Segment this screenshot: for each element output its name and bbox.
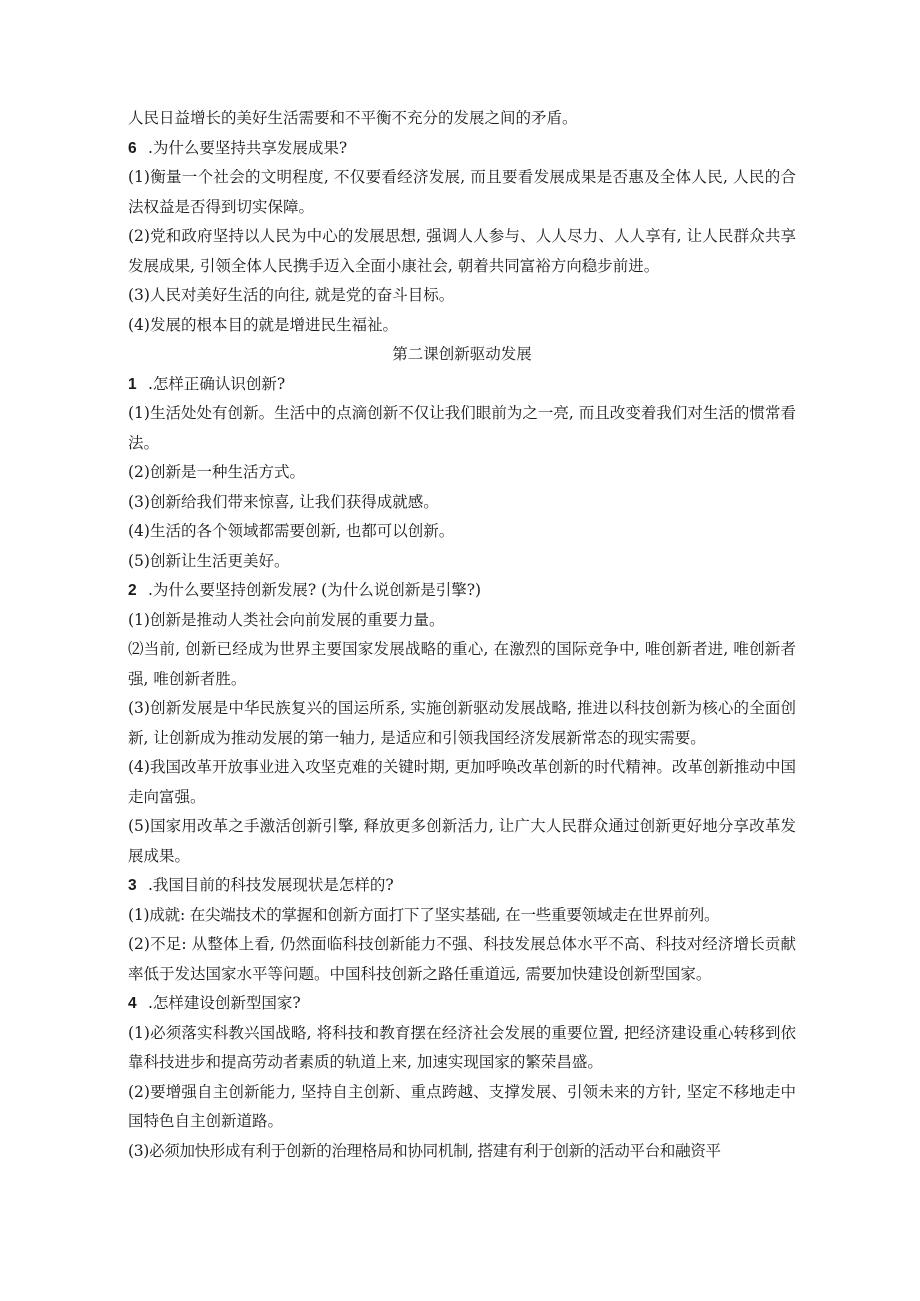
question-number: 6 [128, 139, 137, 157]
paragraph: 人民日益增长的美好生活需要和不平衡不充分的发展之间的矛盾。 [128, 109, 578, 127]
paragraph: (4)生活的各个领域都需要创新, 也都可以创新。 [128, 522, 455, 540]
question-number: 1 [128, 375, 137, 393]
question-number: 3 [128, 877, 137, 894]
paragraph: (2)创新是一种生活方式。 [128, 463, 305, 481]
question-heading [128, 576, 796, 606]
question-heading [128, 370, 796, 400]
paragraph: (5)国家用改革之手激活创新引擎, 释放更多创新活力, 让广大人民群众通过创新更好地分享改革发展成果。 [128, 817, 796, 865]
paragraph: (4)我国改革开放事业进入攻坚克难的关键时期, 更加呼唤改革创新的时代精神。改革创新推动中国走向富强。 [128, 758, 796, 806]
paragraph: ⑵当前, 创新已经成为世界主要国家发展战略的重心, 在激烈的国际竞争中, 唯创新者进, 唯创新者强, 唯创新者胜。 [128, 640, 796, 688]
paragraph: (2)不足: 从整体上看, 仍然面临科技创新能力不强、科技发展总体水平不高、科技对经济增长贡献率低于发达国家水平等问题。中国科技创新之路任重道远, 需要加快建设创新型国家。 [128, 935, 796, 983]
question-number: 4 [128, 995, 137, 1012]
paragraph: (1)成就: 在尖端技术的掌握和创新方面打下了坚实基础, 在一些重要领域走在世界前列。 [128, 905, 720, 924]
paragraph: (1)生活处处有创新。生活中的点滴创新不仅让我们眼前为之一亮, 而且改变着我们对生活的惯常看法。 [128, 404, 796, 452]
question-heading [128, 871, 796, 901]
question-heading [128, 989, 796, 1019]
paragraph: (1)必须落实科教兴国战略, 将科技和教育摆在经济社会发展的重要位置, 把经济建设重心转移到依靠科技进步和提高劳动者素质的轨道上来, 加速实现国家的繁荣昌盛。 [128, 1023, 796, 1071]
paragraph: (2)要增强自主创新能力, 坚持自主创新、重点跨越、支撑发展、引领未来的方针, 坚定不移地走中国特色自主创新道路。 [128, 1082, 796, 1130]
paragraph: (3)创新给我们带来惊喜, 让我们获得成就感。 [128, 492, 439, 511]
paragraph: (3)必须加快形成有利于创新的治理格局和协同机制, 搭建有利于创新的活动平台和融资平 [128, 1141, 721, 1160]
paragraph: (3)人民对美好生活的向往, 就是党的奋斗目标。 [128, 286, 455, 304]
paragraph: (1)创新是推动人类社会向前发展的重要力量。 [128, 610, 445, 629]
question-number: 2 [128, 582, 137, 599]
question-text: .我国目前的科技发展现状是怎样的? [148, 876, 394, 894]
paragraph: (2)党和政府坚持以人民为中心的发展思想, 强调人人参与、人人尽力、人人享有, 让人民群众共享发展成果, 引领全体人民携手迈入全面小康社会, 朝着共同富裕方向稳步前进。 [128, 227, 796, 275]
question-text: .怎样建设创新型国家? [148, 994, 301, 1012]
paragraph: (3)创新发展是中华民族复兴的国运所系, 实施创新驱动发展战略, 推进以科技创新为核心的全面创新, 让创新成为推动发展的第一轴力, 是适应和引领我国经济发展新常态的现实需要。 [128, 699, 796, 747]
section-title: 第二课创新驱动发展 [392, 345, 532, 363]
question-text: .为什么要坚持共享发展成果? [148, 138, 348, 157]
document-page [128, 104, 796, 1166]
paragraph: (1)衡量一个社会的文明程度, 不仅要看经济发展, 而且要看发展成果是否惠及全体人民, 人民的合法权益是否得到切实保障。 [128, 168, 796, 216]
question-heading [128, 134, 796, 164]
paragraph: (5)创新让生活更美好。 [128, 551, 290, 570]
paragraph: (4)发展的根本目的就是增进民生福祉。 [128, 315, 398, 334]
question-text: .为什么要坚持创新发展? (为什么说创新是引擎?) [148, 581, 482, 599]
question-text: .怎样正确认识创新? [148, 374, 286, 393]
